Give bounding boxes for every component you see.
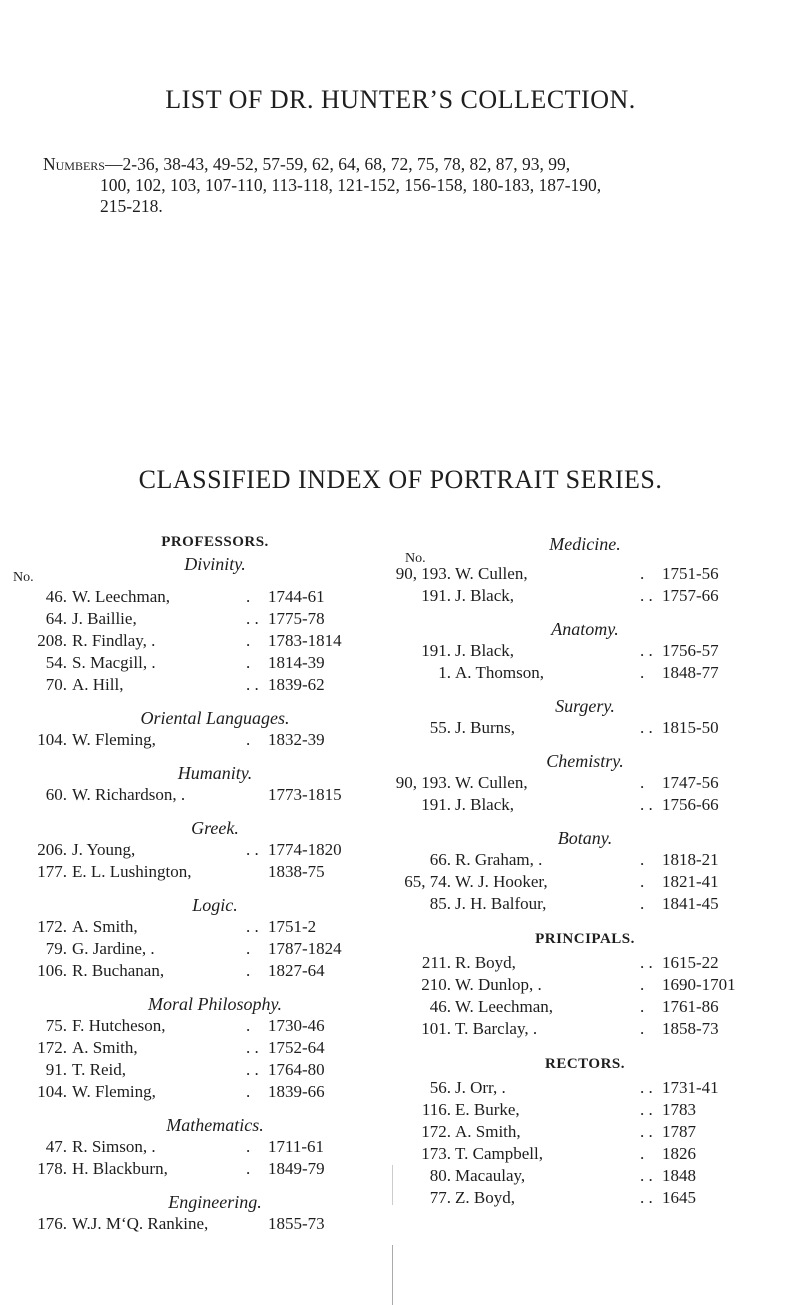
entry-years: 1764-80 <box>268 1060 325 1079</box>
section-heading-engineering: Engineering. <box>168 1192 262 1212</box>
entry-leader-dots: . <box>640 997 645 1016</box>
entry-leader-dots: . . <box>640 953 653 972</box>
entry-name: H. Blackburn, <box>72 1159 168 1178</box>
entry-number: 1. <box>438 663 451 682</box>
entry-leader-dots: . <box>246 1137 251 1156</box>
entry-years: 1787 <box>662 1122 696 1141</box>
section-greek <box>37 818 390 883</box>
entry-name: T. Campbell, <box>455 1144 543 1163</box>
page-title: LIST OF DR. HUNTER’S COLLECTION. <box>165 85 636 114</box>
entry-years: 1747-56 <box>662 773 719 792</box>
portrait-entry <box>395 662 775 684</box>
entry-leader-dots: . . <box>640 1166 653 1185</box>
entry-number: 172. <box>37 1038 67 1057</box>
no-column-label: No. <box>13 570 34 585</box>
entry-name: A. Smith, <box>72 1038 138 1057</box>
section-oriental-languages <box>37 708 390 751</box>
portrait-entry <box>395 1077 775 1099</box>
portrait-entry <box>395 893 775 915</box>
entry-name: R. Simson, . <box>72 1137 156 1156</box>
portrait-entry <box>395 794 775 816</box>
portrait-entry <box>40 1015 390 1037</box>
entry-leader-dots: . . <box>246 1038 259 1057</box>
portrait-entry <box>37 861 390 883</box>
entry-number: 208. <box>37 631 67 650</box>
portrait-entry <box>37 630 390 652</box>
entry-leader-dots: . . <box>640 1100 653 1119</box>
entry-number: 104. <box>37 730 67 749</box>
entry-name: W. Cullen, <box>455 564 528 583</box>
section-heading-anatomy: Anatomy. <box>551 619 619 639</box>
entry-name: W.J. M‘Q. Rankine, <box>72 1214 209 1233</box>
entry-number: 46. <box>429 997 451 1016</box>
entry-leader-dots: . <box>640 773 645 792</box>
column-divider-upper <box>392 1165 393 1205</box>
entry-number: 191. <box>421 641 451 660</box>
entry-leader-dots: . <box>246 1159 251 1178</box>
entry-number: 90, 193. <box>395 773 451 792</box>
entry-years: 1761-86 <box>662 997 719 1016</box>
entry-years: 1783 <box>662 1100 696 1119</box>
entry-number: 77. <box>429 1188 451 1207</box>
section-medicine <box>395 534 775 607</box>
section-heading-mathematics: Mathematics. <box>166 1115 264 1135</box>
section-botany <box>395 828 775 915</box>
entry-years: 1826 <box>662 1144 696 1163</box>
entry-name: W. Leechman, <box>72 587 171 606</box>
entry-number: 101. <box>421 1019 451 1038</box>
entry-name: G. Jardine, . <box>72 939 155 958</box>
entry-name: T. Barclay, . <box>455 1019 538 1038</box>
entry-years: 1751-56 <box>662 564 719 583</box>
portrait-entry <box>395 1165 775 1187</box>
portrait-entry <box>37 916 390 938</box>
entry-years: 1827-64 <box>268 961 325 980</box>
section-mathematics <box>37 1115 390 1180</box>
entry-leader-dots: . <box>246 631 251 650</box>
entry-leader-dots: . . <box>246 675 259 694</box>
portrait-entry <box>40 652 390 674</box>
portrait-entry <box>395 585 775 607</box>
index-title: CLASSIFIED INDEX OF PORTRAIT SERIES. <box>138 465 663 494</box>
section-heading-divinity: Divinity. <box>184 554 246 574</box>
professors-heading: PROFESSORS. <box>161 534 269 550</box>
entry-years: 1787-1824 <box>268 939 342 958</box>
section-heading-medicine: Medicine. <box>549 534 621 554</box>
entry-number: 172. <box>421 1122 451 1141</box>
entry-number: 56. <box>429 1078 451 1097</box>
entry-name: J. Baillie, <box>72 609 137 628</box>
section-heading-humanity: Humanity. <box>177 763 253 783</box>
entry-number: 60. <box>45 785 67 804</box>
entry-years: 1815-50 <box>662 718 719 737</box>
numbers-paragraph <box>43 154 763 217</box>
section-heading-rectors: RECTORS. <box>545 1056 625 1072</box>
entry-years: 1839-62 <box>268 675 325 694</box>
entry-name: R. Findlay, . <box>72 631 156 650</box>
entry-name: A. Hill, <box>72 675 124 694</box>
portrait-entry <box>40 1136 390 1158</box>
portrait-entry <box>395 1187 775 1209</box>
entry-number: 172. <box>37 917 67 936</box>
entry-name: R. Graham, . <box>455 850 543 869</box>
entry-leader-dots: . . <box>640 795 653 814</box>
entry-leader-dots: . <box>640 1144 645 1163</box>
entry-number: 104. <box>37 1082 67 1101</box>
section-heading-botany: Botany. <box>557 828 613 848</box>
entry-name: W. Cullen, <box>455 773 528 792</box>
section-humanity <box>40 763 390 806</box>
portrait-entry <box>395 849 775 871</box>
entry-years: 1814-39 <box>268 653 325 672</box>
section-anatomy <box>395 619 775 684</box>
entry-name: J. Black, <box>455 641 515 660</box>
entry-number: 55. <box>429 718 451 737</box>
portrait-entry <box>395 996 775 1018</box>
entry-name: J. Black, <box>455 586 515 605</box>
entry-number: 116. <box>421 1100 451 1119</box>
entry-leader-dots: . <box>640 894 645 913</box>
entry-name: W. J. Hooker, <box>455 872 548 891</box>
section-heading-moral-philosophy: Moral Philosophy. <box>148 994 282 1014</box>
entry-number: 75. <box>45 1016 67 1035</box>
entry-leader-dots: . <box>640 872 645 891</box>
entry-number: 176. <box>37 1214 67 1233</box>
entry-name: W. Fleming, <box>72 730 156 749</box>
entry-years: 1744-61 <box>268 587 325 606</box>
entry-years: 1690-1701 <box>662 975 736 994</box>
entry-leader-dots: . . <box>640 1188 653 1207</box>
entry-number: 47. <box>45 1137 67 1156</box>
section-engineering <box>37 1192 390 1235</box>
entry-number: 79. <box>45 939 67 958</box>
entry-leader-dots: . . <box>246 840 259 859</box>
entry-years: 1775-78 <box>268 609 325 628</box>
entry-years: 1756-66 <box>662 795 719 814</box>
section-chemistry <box>395 751 775 816</box>
entry-years: 1751-2 <box>268 917 317 936</box>
entry-number: 91. <box>45 1060 67 1079</box>
entry-leader-dots: . . <box>246 1060 259 1079</box>
portrait-entry <box>37 839 390 861</box>
entry-number: 70. <box>45 675 67 694</box>
entry-name: J. Orr, . <box>455 1078 506 1097</box>
entry-leader-dots: . . <box>640 1122 653 1141</box>
portrait-entry <box>40 586 390 608</box>
entry-years: 1839-66 <box>268 1082 325 1101</box>
numbers-line-2: 100, 102, 103, 107-110, 113-118, 121-152, 156-158, 180-183, 187-190, <box>100 175 602 195</box>
professors-column <box>13 534 390 1235</box>
portrait-entry <box>37 1037 390 1059</box>
entry-leader-dots: . <box>246 1082 251 1101</box>
section-surgery <box>395 696 775 739</box>
entry-number: 206. <box>37 840 67 859</box>
entry-number: 64. <box>45 609 67 628</box>
entry-number: 106. <box>37 961 67 980</box>
portrait-entry <box>395 952 775 974</box>
entry-name: J. H. Balfour, <box>455 894 547 913</box>
portrait-entry <box>37 1158 390 1180</box>
numbers-line-3: 215-218. <box>100 196 163 216</box>
entry-name: J. Burns, <box>455 718 515 737</box>
entry-years: 1821-41 <box>662 872 719 891</box>
entry-name: W. Leechman, <box>455 997 554 1016</box>
entry-number: 65, 74. <box>404 872 451 891</box>
entry-number: 66. <box>429 850 451 869</box>
entry-years: 1848-77 <box>662 663 719 682</box>
entry-name: A. Smith, <box>455 1122 521 1141</box>
entry-years: 1838-75 <box>268 862 325 881</box>
portrait-entry <box>395 1099 775 1121</box>
entry-leader-dots: . <box>246 653 251 672</box>
entry-number: 90, 193. <box>395 564 451 583</box>
numbers-line-1: —2-36, 38-43, 49-52, 57-59, 62, 64, 68, 72, 75, 78, 82, 87, 93, 99, <box>105 154 571 174</box>
section-divinity <box>13 554 390 696</box>
portrait-entry <box>395 1143 775 1165</box>
entry-years: 1757-66 <box>662 586 719 605</box>
entry-name: E. L. Lushington, <box>72 862 192 881</box>
section-heading-principals: PRINCIPALS. <box>535 931 635 947</box>
entry-number: 211. <box>421 953 451 972</box>
entry-leader-dots: . . <box>640 641 653 660</box>
portrait-entry <box>395 974 775 996</box>
entry-leader-dots: . <box>246 939 251 958</box>
section-heading-logic: Logic. <box>192 895 238 915</box>
entry-name: Z. Boyd, <box>455 1188 515 1207</box>
entry-number: 46. <box>45 587 67 606</box>
entry-years: 1855-73 <box>268 1214 325 1233</box>
entry-leader-dots: . . <box>640 718 653 737</box>
entry-leader-dots: . . <box>246 609 259 628</box>
section-moral-philosophy <box>37 994 390 1103</box>
portrait-entry <box>395 563 775 585</box>
entry-years: 1849-79 <box>268 1159 325 1178</box>
portrait-entry <box>395 640 775 662</box>
entry-number: 54. <box>45 653 67 672</box>
entry-years: 1832-39 <box>268 730 325 749</box>
entry-number: 178. <box>37 1159 67 1178</box>
portrait-entry <box>40 938 390 960</box>
portrait-entry <box>37 729 390 751</box>
portrait-entry <box>395 717 775 739</box>
no-column-label: No. <box>405 551 426 566</box>
entry-leader-dots: . . <box>640 586 653 605</box>
entry-name: A. Smith, <box>72 917 138 936</box>
entry-leader-dots: . <box>246 587 251 606</box>
entry-name: W. Dunlop, . <box>455 975 542 994</box>
entry-number: 177. <box>37 862 67 881</box>
entry-number: 191. <box>421 586 451 605</box>
section-principals <box>395 931 775 1040</box>
entry-number: 85. <box>429 894 451 913</box>
entry-years: 1752-64 <box>268 1038 325 1057</box>
entry-leader-dots: . <box>640 564 645 583</box>
entry-years: 1858-73 <box>662 1019 719 1038</box>
entry-years: 1730-46 <box>268 1016 325 1035</box>
entry-number: 191. <box>421 795 451 814</box>
section-rectors <box>395 1056 775 1209</box>
column-divider-lower <box>392 1245 393 1305</box>
entry-years: 1774-1820 <box>268 840 342 859</box>
portrait-entry <box>395 1121 775 1143</box>
entry-name: A. Thomson, <box>455 663 544 682</box>
entry-name: R. Buchanan, <box>72 961 165 980</box>
entry-number: 80. <box>429 1166 451 1185</box>
portrait-entry <box>40 784 390 806</box>
right-column <box>395 534 775 1209</box>
entry-leader-dots: . <box>246 730 251 749</box>
entry-number: 173. <box>421 1144 451 1163</box>
portrait-entry <box>395 871 775 893</box>
section-heading-chemistry: Chemistry. <box>546 751 624 771</box>
entry-name: F. Hutcheson, <box>72 1016 166 1035</box>
portrait-entry <box>37 1213 390 1235</box>
portrait-entry <box>37 1081 390 1103</box>
section-heading-greek: Greek. <box>191 818 239 838</box>
numbers-label: Numbers <box>43 154 105 174</box>
entry-leader-dots: . <box>246 961 251 980</box>
portrait-entry <box>395 772 775 794</box>
entry-leader-dots: . <box>640 663 645 682</box>
portrait-entry <box>37 960 390 982</box>
entry-name: E. Burke, <box>455 1100 520 1119</box>
entry-name: J. Black, <box>455 795 515 814</box>
section-heading-surgery: Surgery. <box>555 696 615 716</box>
entry-name: R. Boyd, <box>455 953 516 972</box>
portrait-entry <box>395 1018 775 1040</box>
entry-name: W. Richardson, . <box>72 785 186 804</box>
section-logic <box>37 895 390 982</box>
entry-years: 1848 <box>662 1166 696 1185</box>
entry-years: 1731-41 <box>662 1078 719 1097</box>
entry-years: 1711-61 <box>268 1137 325 1156</box>
entry-years: 1773-1815 <box>268 785 342 804</box>
entry-years: 1645 <box>662 1188 696 1207</box>
portrait-entry <box>40 1059 390 1081</box>
entry-number: 210. <box>421 975 451 994</box>
entry-leader-dots: . . <box>640 1078 653 1097</box>
entry-name: W. Fleming, <box>72 1082 156 1101</box>
entry-years: 1756-57 <box>662 641 719 660</box>
entry-name: J. Young, <box>72 840 136 859</box>
entry-leader-dots: . <box>640 850 645 869</box>
entry-leader-dots: . <box>246 1016 251 1035</box>
entry-years: 1615-22 <box>662 953 719 972</box>
entry-years: 1818-21 <box>662 850 719 869</box>
entry-name: T. Reid, <box>72 1060 126 1079</box>
entry-name: S. Macgill, . <box>72 653 156 672</box>
portrait-entry <box>40 674 390 696</box>
entry-years: 1841-45 <box>662 894 719 913</box>
section-heading-oriental-languages: Oriental Languages. <box>140 708 290 728</box>
entry-years: 1783-1814 <box>268 631 342 650</box>
portrait-entry <box>40 608 390 630</box>
entry-leader-dots: . . <box>246 917 259 936</box>
entry-leader-dots: . <box>640 1019 645 1038</box>
entry-leader-dots: . <box>640 975 645 994</box>
entry-name: Macaulay, <box>455 1166 526 1185</box>
